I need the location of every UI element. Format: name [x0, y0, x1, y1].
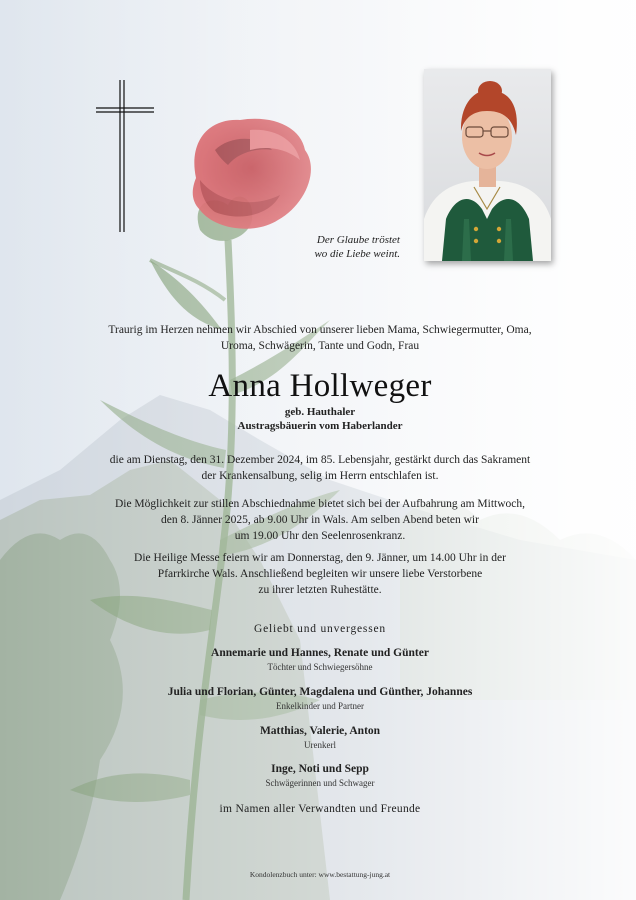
intro-line: Uroma, Schwägerin, Tante und Godn, Frau	[220, 340, 420, 352]
family-group	[60, 724, 580, 751]
family-relation: Urenkerl	[304, 740, 336, 750]
memorial-quote	[286, 233, 400, 261]
portrait-photo	[424, 69, 551, 261]
family-group	[60, 762, 580, 789]
family-names: Annemarie und Hannes, Renate und Günter	[211, 647, 429, 659]
funeral-mass-paragraph	[60, 550, 580, 598]
paragraph-line: Die Möglichkeit zur stillen Abschiednahme bietet sich bei der Aufbahrung am Mittwoch,	[114, 498, 526, 510]
condolence-book-link[interactable]: Kondolenzbuch unter: www.bestattung-jung.at	[249, 870, 391, 879]
paragraph-line: Die Heilige Messe feiern wir am Donnerstag, den 9. Jänner, um 14.00 Uhr in der	[134, 552, 506, 564]
family-names: Julia und Florian, Günter, Magdalena und Günther, Johannes	[167, 686, 473, 698]
family-group	[60, 646, 580, 673]
family-relation: Schwägerinnen und Schwager	[265, 778, 375, 788]
quote-line: Der Glaube tröstet	[316, 234, 400, 246]
family-names: Inge, Noti und Sepp	[271, 763, 369, 775]
loved-heading: Geliebt und unvergessen	[254, 623, 386, 635]
paragraph-line: der Krankensalbung, selig im Herrn entschlafen ist.	[201, 470, 439, 482]
paragraph-line: Pfarrkirche Wals. Anschließend begleiten wir unsere liebe Verstorbene	[157, 568, 483, 580]
closing-line: im Namen aller Verwandten und Freunde	[219, 803, 421, 815]
deceased-title: Austragsbäuerin vom Haberlander	[237, 420, 403, 432]
intro-line: Traurig im Herzen nehmen wir Abschied von unserer lieben Mama, Schwiegermutter, Oma,	[108, 324, 532, 336]
paragraph-line: den 8. Jänner 2025, ab 9.00 Uhr in Wals. Am selben Abend beten wir	[161, 514, 479, 526]
family-group	[60, 685, 580, 712]
paragraph-line: die am Dienstag, den 31. Dezember 2024, im 85. Lebensjahr, gestärkt durch das Sakrament	[109, 454, 531, 466]
viewing-paragraph	[60, 496, 580, 544]
family-names: Matthias, Valerie, Anton	[259, 725, 381, 737]
paragraph-line: um 19.00 Uhr den Seelenrosenkranz.	[234, 530, 406, 542]
double-line-cross-icon	[96, 80, 156, 232]
maiden-name: geb. Hauthaler	[284, 406, 356, 418]
family-relation: Enkelkinder und Partner	[276, 701, 364, 711]
intro-text	[60, 322, 580, 354]
family-relation: Töchter und Schwiegersöhne	[267, 662, 373, 672]
death-announcement-paragraph	[60, 452, 580, 484]
paragraph-line: zu ihrer letzten Ruhestätte.	[258, 584, 382, 596]
deceased-name: Anna Hollweger	[208, 368, 432, 404]
quote-line: wo die Liebe weint.	[314, 248, 400, 260]
